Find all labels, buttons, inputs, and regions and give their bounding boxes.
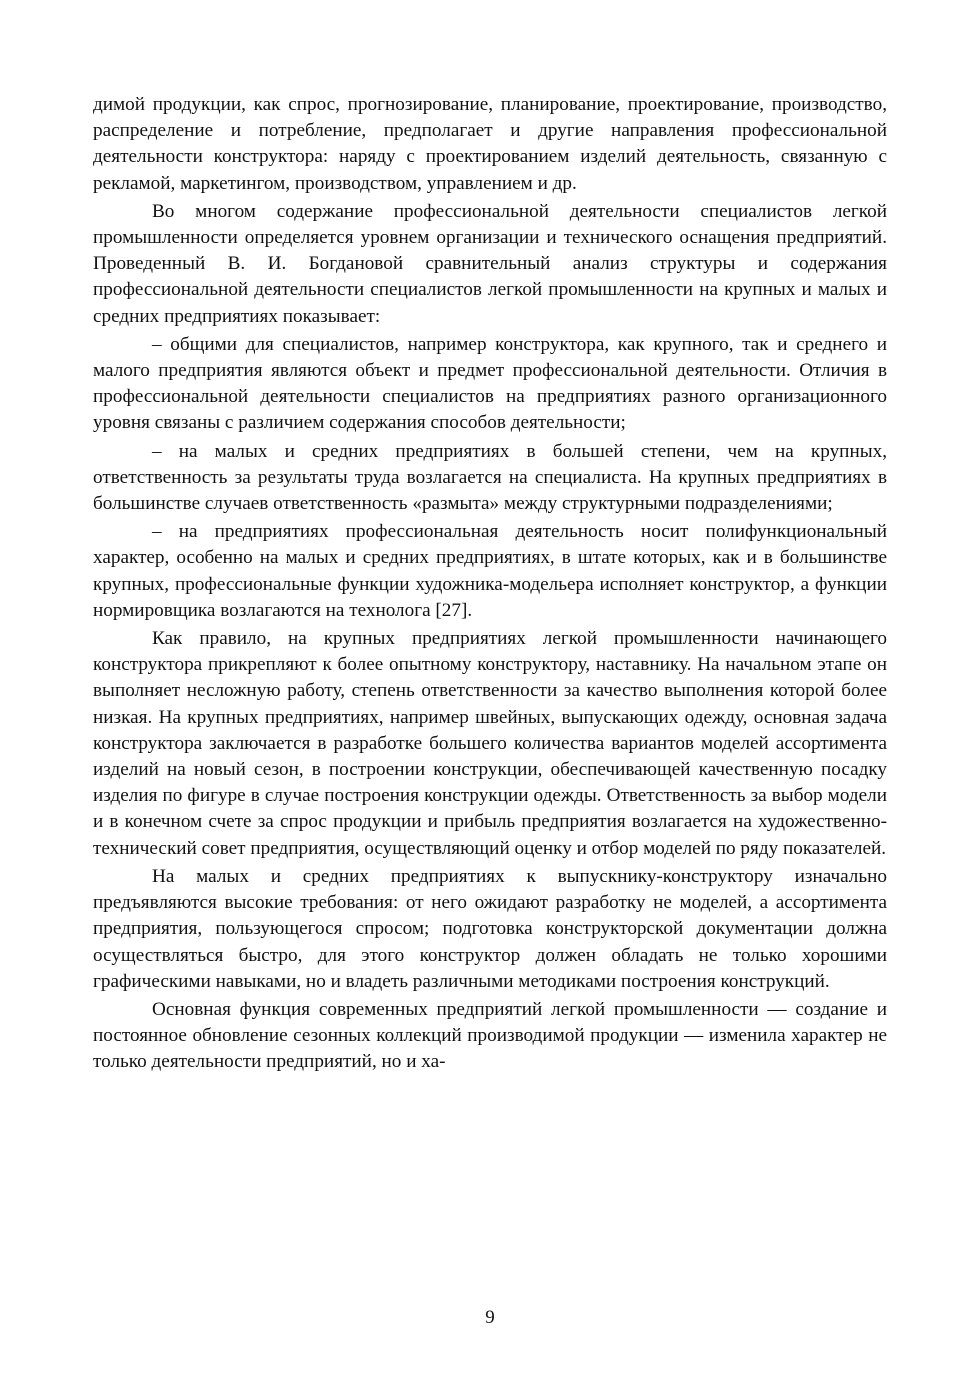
paragraph-5: – на предприятиях профессиональная деятельность носит полифункциональный характер, особенно на малых и средних предприятиях, в штате которых, как и в большинстве крупных, профессиональные функции художника-модельера исполняет конструктор, а функции нормировщика возлагаются на технолога [27]. (93, 521, 887, 621)
paragraph-8: Основная функция современных предприятий легкой промышленности — создание и постоянное обновление сезонных коллекций производимой продукции — изменила характер не только деятельности предприятий, но и ха- (93, 998, 887, 1073)
paragraph-7: На малых и средних предприятиях к выпускнику-конструктору изначально предъявляются высокие требования: от него ожидают разработку не моделей, а ассортимента предприятия, пользующегося спросом; подготовка конструкторской документации должна осуществляться быстро, для этого конструктор должен обладать не только хорошими графическими навыками, но и владеть различными методиками построения конструкций. (93, 865, 887, 992)
page-number: 9 (485, 1307, 495, 1328)
paragraph-1: димой продукции, как спрос, прогнозирование, планирование, проектирование, производство, распределение и потребление, предполагает и другие направления профессиональной деятельности конструктора: наряду с проектированием изделий деятельность, связанную с рекламой, маркетингом, производством, управлением и др. (93, 94, 887, 194)
paragraph-3: – общими для специалистов, например конструктора, как крупного, так и среднего и малого предприятия являются объект и предмет профессиональной деятельности. Отличия в профессиональной деятельности специалистов на предприятиях разного организационного уровня связаны с различием содержания способов деятельности; (93, 333, 887, 434)
paragraph-6: Как правило, на крупных предприятиях легкой промышленности начинающего конструктора прикрепляют к более опытному конструктору, наставнику. На начальном этапе он выполняет несложную работу, степень ответственности за качество выполнения которой более низкая. На крупных предприятиях, например швейных, выпускающих одежду, основная задача конструктора заключается в разработке большего количества вариантов моделей ассортимента изделий на новый сезон, в построении конструкции, обеспечивающей качественную посадку изделия по фигуре в случае построения конструкции одежды. Ответственность за выбор модели и в конечном счете за спрос продукции и прибыль предприятия возлагается на художественно-технический совет предприятия, осуществляющий оценку и отбор моделей по ряду показателей. (93, 628, 887, 859)
document-body (93, 92, 887, 1076)
paragraph-4: – на малых и средних предприятиях в большей степени, чем на крупных, ответственность за результаты труда возлагается на специалиста. На крупных предприятиях в большинстве случаев ответственность «размыта» между структурными подразделениями; (93, 440, 887, 515)
paragraph-2: Во многом содержание профессиональной деятельности специалистов легкой промышленности определяется уровнем организации и технического оснащения предприятий. Проведенный В. И. Богдановой сравнительный анализ структуры и содержания профессиональной деятельности специалистов легкой промышленности на крупных и малых и средних предприятиях показывает: (93, 200, 887, 327)
